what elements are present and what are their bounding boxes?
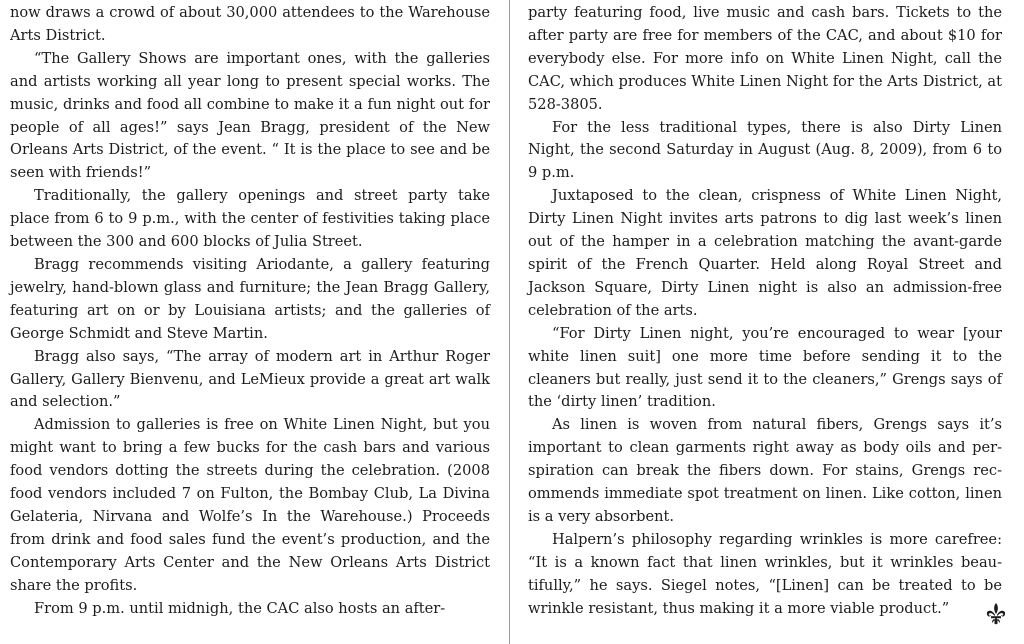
paragraph: Juxtaposed to the clean, crispness of White Linen Night, Dirty Linen Night invites arts patrons to dig last week’s linen out of the hamper in a celebration matching the avant-garde spirit of the French Quarter. Held along Royal Street and Jackson Square, Dirty Linen night is also an admission-free celebration of the arts. [528, 187, 1002, 319]
paragraph: Halpern’s philosophy regarding wrinkles is more carefree: “It is a known fact that linen wrinkles, but it wrinkles beautifully,” he says. Siegel notes, “[Linen] can be treated to be wrinkle resistant, thus making it a more viable product.” [528, 530, 1002, 617]
fleur-de-lis-icon [984, 602, 1008, 626]
paragraph: As linen is woven from natural fibers, Grengs says it’s important to clean garments right away as body oils and perspiration can break the fibers down. For stains, Grengs recommends immediate spot treatment on linen. Like cotton, linen is a very absorbent. [528, 416, 1002, 525]
paragraph: now draws a crowd of about 30,000 attendees to the Warehouse Arts District. [10, 4, 490, 44]
left-column [10, 2, 490, 620]
paragraph: Traditionally, the gallery openings and street party take place from 6 to 9 p.m., with the center of festivities taking place between the 300 and 600 blocks of Julia Street. [10, 187, 490, 251]
paragraph: Bragg also says, “The array of modern art in Arthur Roger Gallery, Gallery Bienvenu, and LeMieux provide a great art walk and selection.” [10, 347, 490, 411]
paragraph: For the less traditional types, there is also Dirty Linen Night, the second Saturday in August (Aug. 8, 2009), from 6 to 9 p.m. [528, 118, 1002, 182]
paragraph: Bragg recommends visiting Ariodante, a gallery featuring jewelry, hand-blown glass and furniture; the Jean Bragg Gallery, featuring art on or by Louisiana artists; and the galleries of George Schmidt and Steve Martin. [10, 255, 490, 342]
paragraph: From 9 p.m. until midnigh, the CAC also hosts an after- [34, 599, 446, 617]
right-column [528, 2, 1002, 620]
paragraph: Admission to galleries is free on White Linen Night, but you might want to bring a few bucks for the cash bars and various food vendors dotting the streets during the celebration. (2008 food vendors included 7 on Fulton, the Bombay Club, La Divina Gelateria, Nirvana and Wolfe’s In the Warehouse.) Proceeds from drink and food sales fund the event’s production, and the Contemporary Arts Center and the New Orleans Arts District share the profits. [10, 416, 490, 594]
paragraph: “The Gallery Shows are important ones, with the galleries and artists working all year long to present special works. The music, drinks and food all combine to make it a fun night out for people of all ages!” says Jean Bragg, president of the New Orleans Arts District, of the event. “ It is the place to see and be seen with friends!” [10, 49, 490, 182]
column-divider [509, 0, 510, 644]
paragraph: “For Dirty Linen night, you’re encouraged to wear [your white linen suit] one more time before sending it to the cleaners but really, just send it to the cleaners,” Grengs says of the ‘dirty linen’ tradition. [528, 324, 1002, 411]
paragraph: party featuring food, live music and cash bars. Tickets to the after party are free for members of the CAC, and about $10 for everybody else. For more info on White Linen Night, call the CAC, which produces White Linen Night for the Arts District, at 528-3805. [528, 4, 1002, 113]
